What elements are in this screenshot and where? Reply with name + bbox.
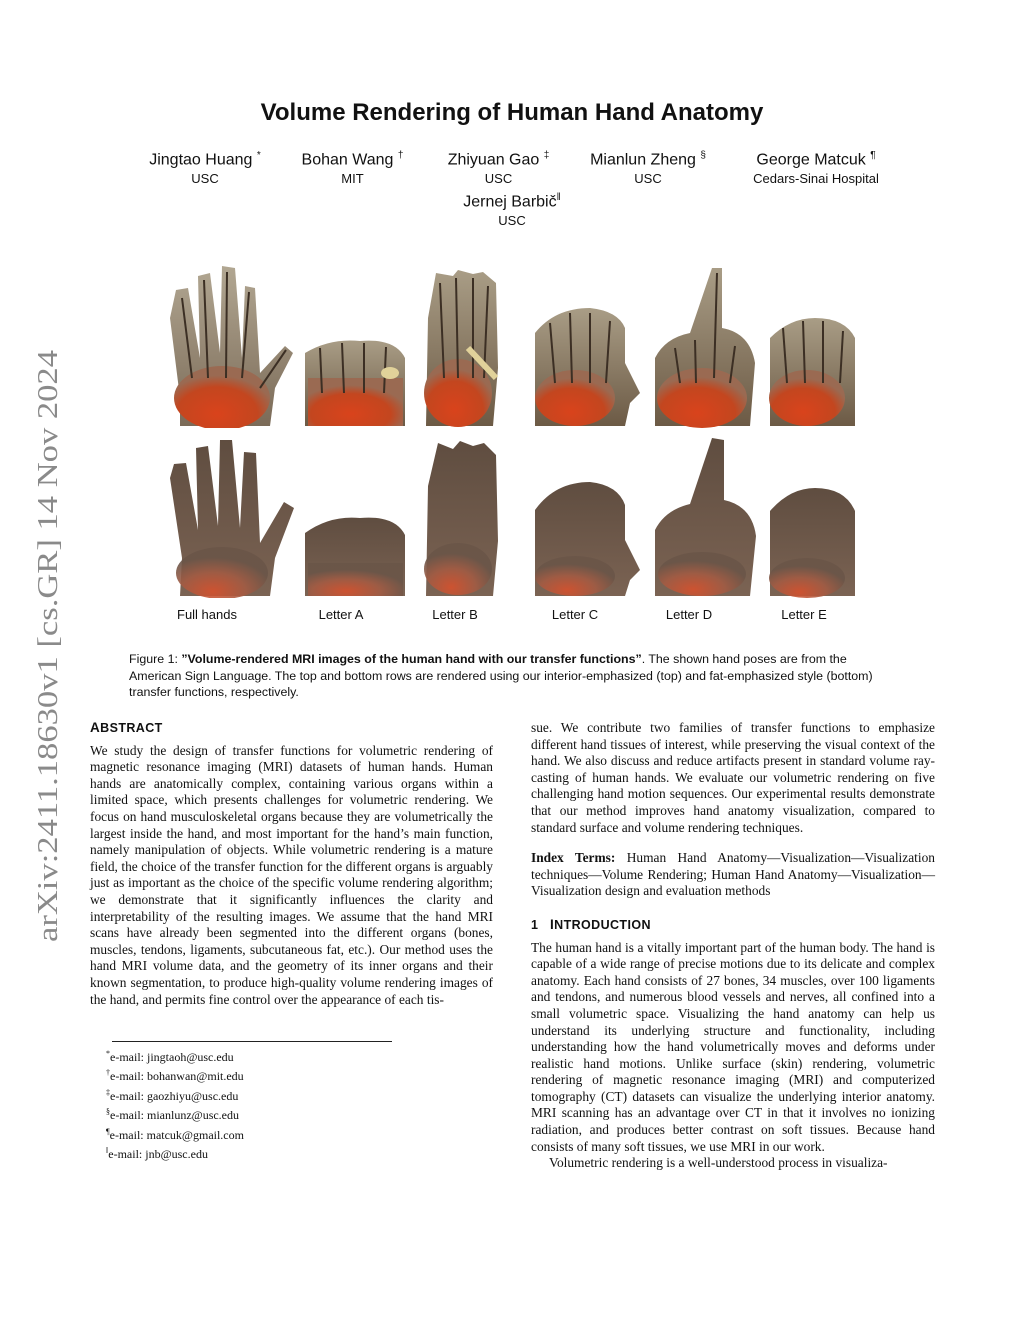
figure-caption: Figure 1: ”Volume-rendered MRI images of the human hand with our transfer functions”. The shown hand poses are from the American Sign Language. The top and bottom rows are rendered using our interior-emphasized (top) and fat-emphasized style (bottom) transfer functions, respectively. bbox=[129, 652, 873, 700]
hand-render-letter-d-top bbox=[650, 268, 760, 428]
hand-render-letter-c-top bbox=[530, 303, 642, 428]
footnotes bbox=[106, 1046, 406, 1162]
author-name: Jingtao Huang * bbox=[149, 150, 261, 169]
introduction-paragraph: The human hand is a vitally important part of the human body. The hand is capable of a wide range of precise motions due to its delicate and complex anatomy. Each hand consists of 27 bones, 34 muscles, over 100 ligaments and tendons, and numerous blood vessels and nerves, all confined into a small volumetric space. Visualizing the hand anatomy can help us understand its underlying structure and functionality, including understanding how the hand volumetrically moves and deforms under realistic hand motions. Unlike surface (skin) rendering, volumetric rendering of magnetic resonance imaging (MRI) and computerized tomography (CT) datasets can visualize the underlying interior anatomy. MRI scanning has an advantage over CT in that it involves no ionizing radiation, and produces better contrast on soft tissues. Because hand consists of many soft tissues, we use MRI in our work. bbox=[531, 939, 935, 1154]
figure-hand-renderings bbox=[160, 258, 860, 630]
figure-label: Letter C bbox=[551, 607, 599, 622]
hand-render-letter-a-top bbox=[300, 333, 410, 428]
figure-label: Letter B bbox=[432, 607, 478, 622]
hand-render-letter-e-bottom bbox=[765, 486, 857, 598]
footnote-item: §e-mail: mianlunz@usc.edu bbox=[106, 1107, 240, 1123]
author-affiliation: USC bbox=[484, 171, 513, 187]
author-affiliation: USC bbox=[634, 171, 662, 187]
footnote-item: ‡e-mail: gaozhiyu@usc.edu bbox=[106, 1087, 239, 1103]
hand-render-letter-e-top bbox=[765, 313, 857, 428]
hand-render-letter-d-bottom bbox=[650, 438, 760, 598]
hand-render-full-bottom bbox=[160, 438, 295, 598]
right-column bbox=[531, 720, 935, 1172]
paper-title: Volume Rendering of Human Hand Anatomy bbox=[260, 99, 764, 126]
footnote-item: †e-mail: bohanwan@mit.edu bbox=[106, 1068, 244, 1084]
figure-label: Full hands bbox=[177, 607, 237, 622]
arxiv-sidebar-stamp bbox=[26, 346, 68, 946]
abstract-heading-rest: BSTRACT bbox=[100, 721, 163, 735]
author-block bbox=[436, 146, 561, 189]
author-name: Zhiyuan Gao ‡ bbox=[447, 150, 550, 169]
author-block bbox=[580, 146, 716, 189]
hand-render-letter-b-bottom bbox=[418, 441, 508, 598]
index-terms: Index Terms: Human Hand Anatomy—Visualization—Visualization techniques—Volume Rendering; Human Hand Anatomy—Visualization—Visualization design and evaluation methods bbox=[531, 850, 935, 899]
introduction-heading-rest: NTRODUCTION bbox=[554, 917, 651, 932]
hand-render-letter-a-bottom bbox=[300, 513, 410, 598]
abstract-text: We study the design of transfer functions for volumetric rendering of magnetic resonance imaging (MRI) datasets of human hands. Human hands are anatomically complex, containing various organs within a limited space, which presents challenges for volumetric rendering. We focus on hand musculoskeletal organs because they are volumetrically the largest inside the hand, and most important for the hand’s main function, namely manipulation of objects. While volumetric rendering is a mature field, the choice of the transfer function for the different organs is arguably just as important as the choice of the specific volume rendering algorithm; we demonstrate that it significantly influences the clarity and interpretability of the resulting images. We assume that the hand MRI scans have already been segmented into the different organs (bones, muscles, tendons, ligaments, subcutaneous fat, etc.). Our method uses the hand MRI volume data, and the geometry of its inner organs and their known segmentation, to produce high-quality volume rendering images of the hand, and permits fine control over the appearance of each tis- bbox=[90, 742, 493, 1007]
author-block bbox=[447, 188, 577, 231]
author-affiliation: USC bbox=[191, 171, 219, 187]
introduction-paragraph: Volumetric rendering is a well-understood process in visualiza- bbox=[549, 1155, 888, 1171]
hand-render-letter-c-bottom bbox=[530, 480, 642, 598]
footnote-divider bbox=[112, 1041, 392, 1042]
author-name: George Matcuk ¶ bbox=[756, 150, 876, 169]
figure-label: Letter E bbox=[781, 607, 827, 622]
author-name: Jernej Barbič‖ bbox=[463, 192, 561, 211]
author-block bbox=[140, 146, 270, 189]
author-name: Bohan Wang † bbox=[301, 150, 404, 169]
author-affiliation: USC bbox=[498, 213, 526, 229]
footnote-item: *e-mail: jingtaoh@usc.edu bbox=[106, 1049, 234, 1064]
author-affiliation: MIT bbox=[341, 171, 364, 187]
arxiv-identifier: arXiv:2411.18630v1 [cs.GR] 14 Nov 2024 bbox=[32, 445, 64, 942]
left-column bbox=[90, 720, 493, 1008]
author-block bbox=[740, 146, 892, 189]
figure-label: Letter D bbox=[665, 607, 713, 622]
author-affiliation: Cedars-Sinai Hospital bbox=[753, 171, 879, 187]
hand-render-letter-b-top bbox=[418, 268, 508, 428]
footnote-item: ‖e-mail: jnb@usc.edu bbox=[106, 1146, 208, 1162]
abstract-heading: ABSTRACT bbox=[90, 720, 163, 735]
author-name: Mianlun Zheng § bbox=[590, 150, 706, 169]
author-block bbox=[290, 146, 415, 189]
abstract-continuation: sue. We contribute two families of transfer functions to emphasize different hand tissues of interest, while preserving the visual context of the hand. We also discuss and reduce artifacts present in standard volume ray-casting of human hands. We evaluate our volumetric rendering on five challenging hand motion sequences. Our experimental results demonstrate that our method improves hand anatomy visualization, compared to standard surface and volume rendering techniques. bbox=[531, 720, 935, 835]
introduction-heading: 1 INTRODUCTION bbox=[531, 916, 651, 932]
figure-label: Letter A bbox=[318, 607, 364, 622]
hand-render-full-top bbox=[160, 258, 295, 428]
footnote-item: ¶e-mail: matcuk@gmail.com bbox=[106, 1126, 244, 1142]
